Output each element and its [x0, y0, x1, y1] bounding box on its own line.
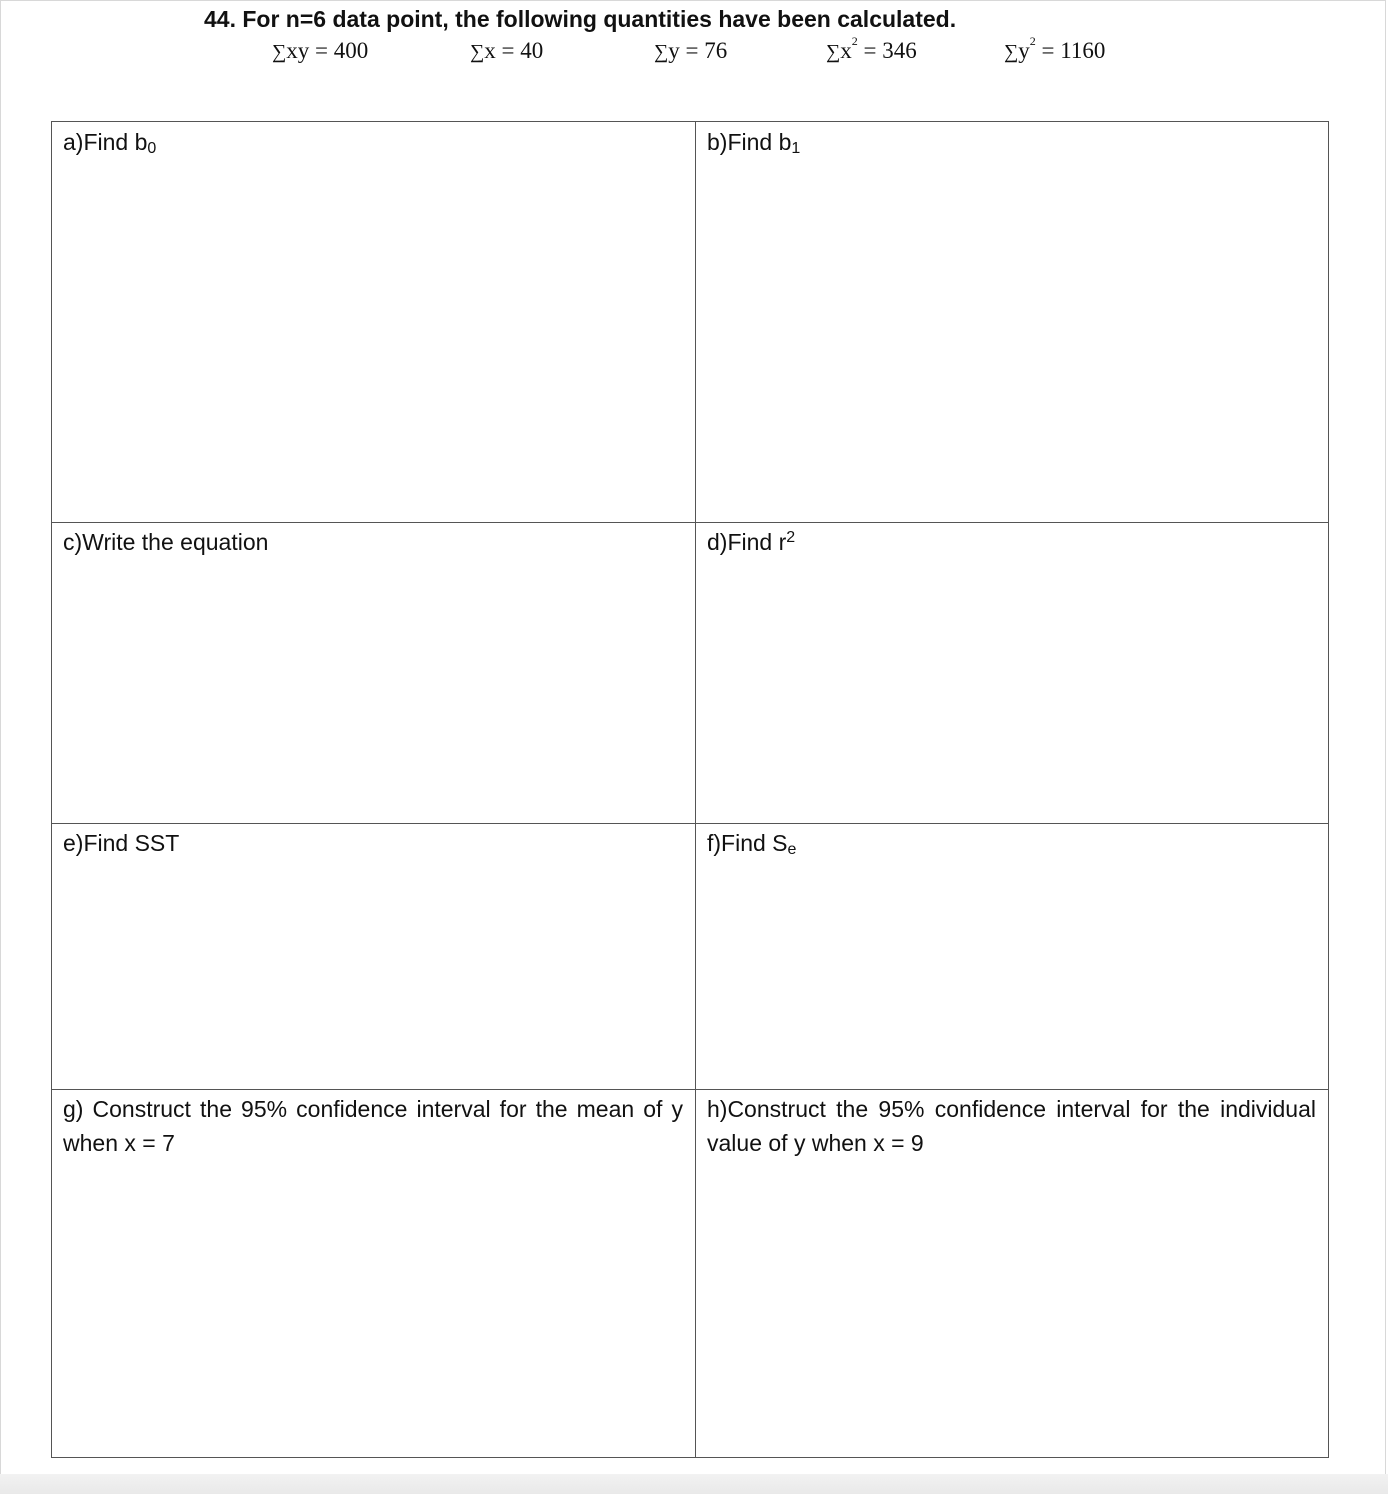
sum-x — [470, 38, 543, 64]
part-b-label: b)Find $b_1$ — [707, 129, 801, 157]
sigma-symbol: ∑ — [654, 41, 669, 63]
sigma-symbol: ∑ — [272, 41, 287, 63]
sum-y-squared — [1004, 34, 1106, 64]
sum-exponent: 2 — [1029, 34, 1036, 48]
sum-xy — [272, 38, 368, 64]
sigma-symbol: ∑ — [826, 41, 841, 63]
row-divider — [52, 823, 1328, 824]
part-d-label: d)Find $r^2$ — [707, 529, 796, 555]
sum-expr: xy — [286, 38, 310, 63]
part-e-label: e)Find SST — [63, 830, 180, 856]
sum-expr: x — [484, 38, 496, 63]
sum-value: = 76 — [679, 38, 728, 63]
column-divider — [695, 122, 696, 1457]
row-divider — [52, 1089, 1328, 1090]
sum-exponent: 2 — [851, 34, 858, 48]
sum-x-squared — [826, 34, 917, 64]
sum-expr: x — [840, 38, 852, 63]
sum-value: = 346 — [857, 38, 917, 63]
part-c-label: c)Write the equation — [63, 529, 269, 555]
part-g-label: g) Construct the 95% confidence interval for the mean of y when x = 7 — [63, 1096, 683, 1156]
sum-y — [654, 38, 727, 64]
sigma-symbol: ∑ — [470, 41, 485, 63]
part-f-label: f)Find $S_e$ — [707, 830, 797, 858]
part-h-label: h)Construct the 95% confidence interval for the individual value of y when x = 9 — [707, 1096, 1316, 1156]
part-a-label: a)Find $b_0$ — [63, 129, 157, 157]
problem-title: 44. For n=6 data point, the following quantities have been calculated. — [204, 6, 957, 32]
row-divider — [52, 522, 1328, 523]
sum-value: = 40 — [495, 38, 544, 63]
sum-value: = 400 — [309, 38, 369, 63]
answer-grid — [51, 121, 1329, 1458]
sum-expr: y — [668, 38, 680, 63]
sum-expr: y — [1018, 38, 1030, 63]
sum-value: = 1160 — [1035, 38, 1106, 63]
viewer-bottom-bar — [0, 1474, 1388, 1494]
sigma-symbol: ∑ — [1004, 41, 1019, 63]
